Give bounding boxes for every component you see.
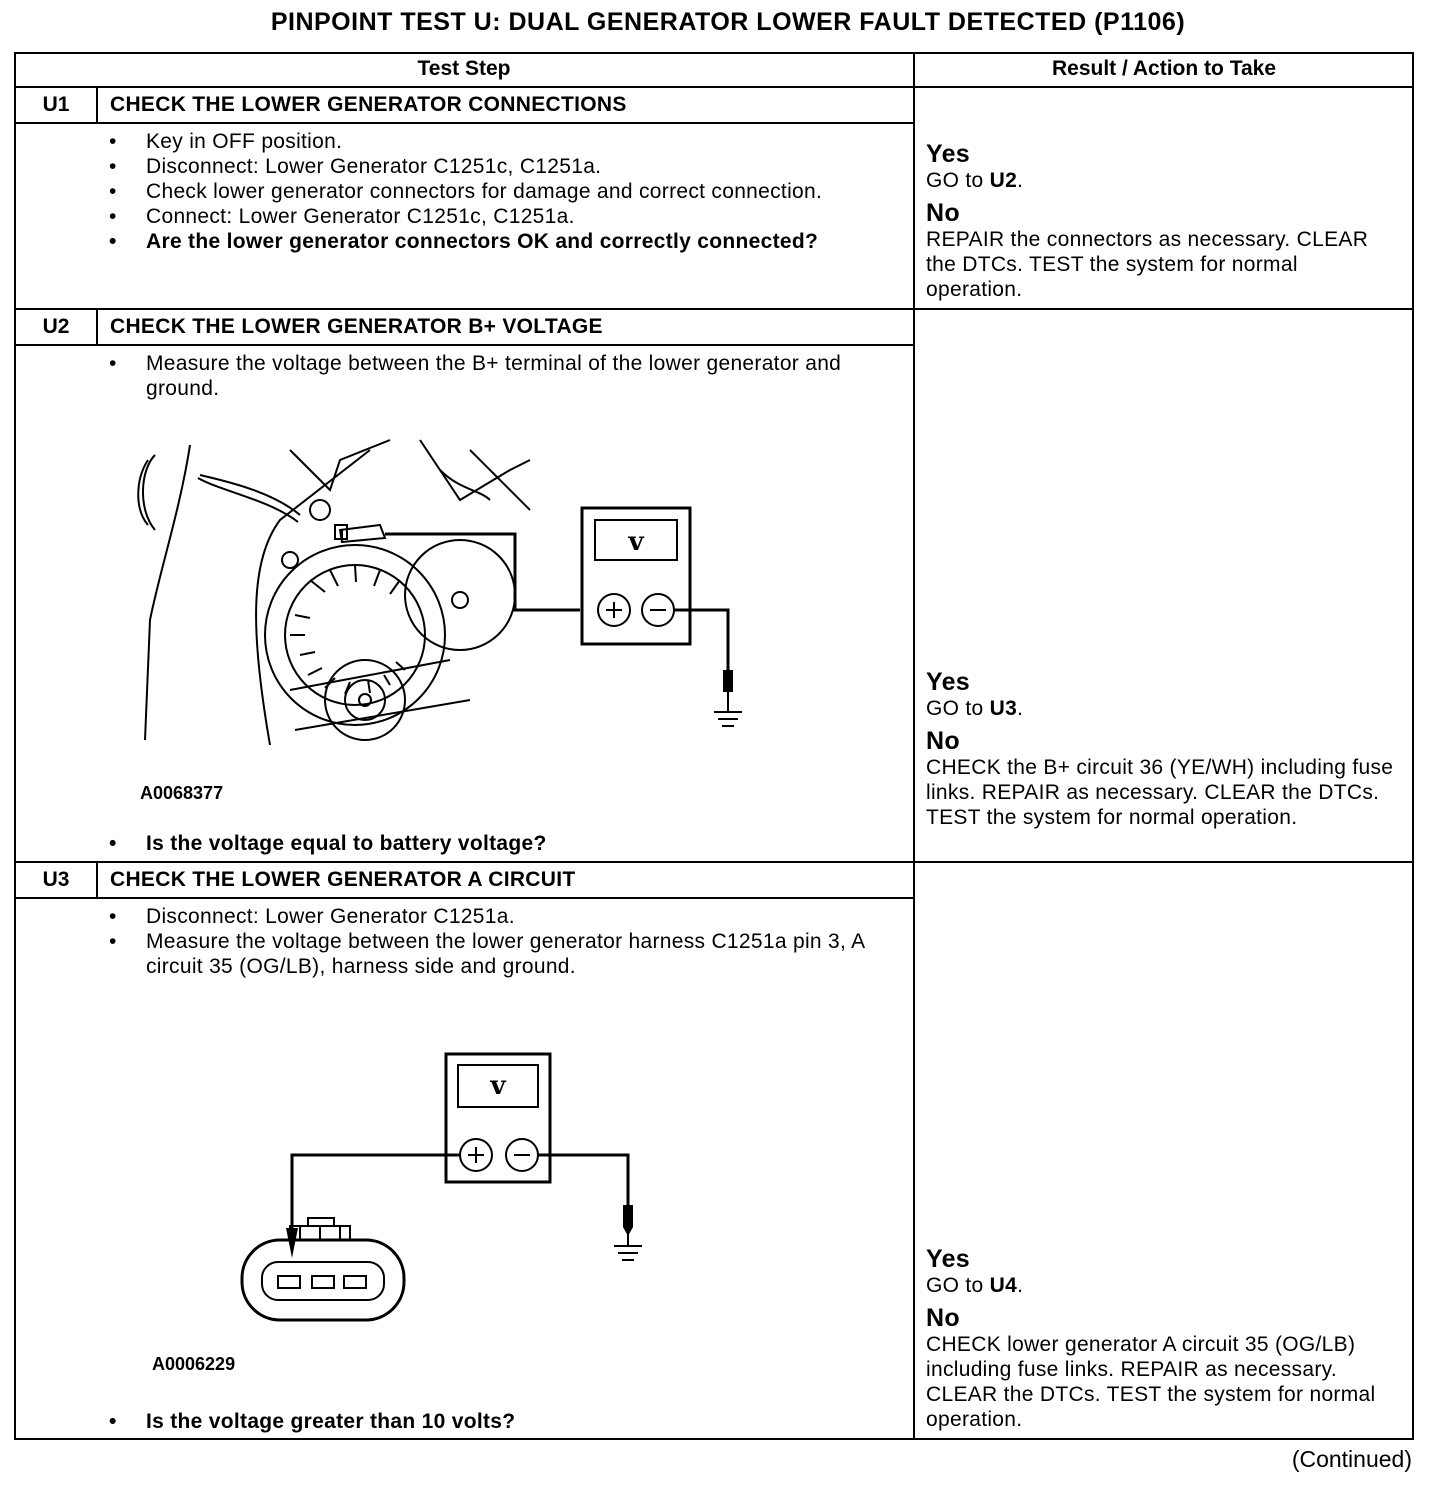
u3-instructions (106, 904, 866, 979)
column-divider (913, 52, 915, 1440)
u1-title-divider (14, 122, 914, 124)
u3-bullet: • Disconnect: Lower Generator C1251a. (106, 904, 866, 929)
u1-yes-label: Yes (926, 140, 971, 168)
u3-question: • Is the voltage greater than 10 volts? (106, 1409, 846, 1434)
u3-no-label: No (926, 1304, 960, 1332)
u3-step-title: CHECK THE LOWER GENERATOR A CIRCUIT (110, 868, 576, 891)
u1-step-title: CHECK THE LOWER GENERATOR CONNECTIONS (110, 93, 627, 116)
u3-bullet: • Measure the voltage between the lower generator harness C1251a pin 3, A circuit 35 (OG/LB), harness side and ground. (106, 929, 866, 979)
u1-bullet: • Connect: Lower Generator C1251c, C1251a. (106, 204, 846, 229)
u1-no-text: REPAIR the connectors as necessary. CLEAR the DTCs. TEST the system for normal operation. (926, 228, 1369, 301)
u2-row-divider (14, 861, 1414, 863)
u1-bullet: • Key in OFF position. (106, 129, 846, 154)
u3-figure-id: A0006229 (152, 1354, 236, 1374)
u1-yes-text: GO to (926, 169, 984, 192)
header-divider (14, 86, 1414, 88)
u1-no-label: No (926, 199, 960, 227)
header-result: Result / Action to Take (1051, 57, 1277, 80)
u3-connector-illustration (230, 1050, 660, 1330)
u2-instructions (106, 351, 846, 401)
u2-question: • Is the voltage equal to battery voltage? (106, 831, 846, 856)
u2-meter-symbol: v (628, 527, 644, 557)
u3-result: Yes GO to U4. No CHECK lower generator A circuit 35 (OG/LB) including fuse links. REPAIR as necessary. CLEAR the DTCs. TEST the system for normal operation. (926, 1245, 1396, 1432)
u2-bullet: • Measure the voltage between the B+ terminal of the lower generator and ground. (106, 351, 846, 401)
u3-yes-text: GO to (926, 1274, 984, 1297)
u3-yes-target: U4 (989, 1274, 1018, 1297)
u1-bullet: • Disconnect: Lower Generator C1251c, C1251a. (106, 154, 846, 179)
u2-no-text: CHECK the B+ circuit 36 (YE/WH) including fuse links. REPAIR as necessary. CLEAR the DTCs. TEST the system for normal operation. (926, 756, 1394, 829)
u2-no-label: No (926, 727, 960, 755)
u2-figure-id: A0068377 (140, 783, 224, 803)
u3-no-text: CHECK lower generator A circuit 35 (OG/LB) including fuse links. REPAIR as necessary. CLEAR the DTCs. TEST the system for normal operation. (926, 1333, 1376, 1431)
u1-id-divider (96, 86, 98, 124)
u1-row-divider (14, 308, 1414, 310)
u1-yes-target: U2 (989, 169, 1018, 192)
u1-bullet: • Check lower generator connectors for damage and correct connection. (106, 179, 846, 204)
u1-instructions (106, 129, 846, 254)
u2-yes-label: Yes (926, 668, 971, 696)
continued-note: (Continued) (1291, 1446, 1412, 1472)
page-title: PINPOINT TEST U: DUAL GENERATOR LOWER FAULT DETECTED (P1106) (270, 8, 1186, 36)
u2-step-id: U2 (42, 315, 70, 338)
u2-id-divider (96, 308, 98, 346)
u2-step-title: CHECK THE LOWER GENERATOR B+ VOLTAGE (110, 315, 603, 338)
u2-title-divider (14, 344, 914, 346)
u2-yes-target: U3 (989, 697, 1018, 720)
header-test-step: Test Step (417, 57, 511, 80)
u3-id-divider (96, 861, 98, 899)
u2-generator-illustration (130, 430, 750, 760)
u2-question-block (106, 831, 846, 856)
u3-title-divider (14, 897, 914, 899)
u1-step-id: U1 (42, 93, 70, 116)
u1-question: • Are the lower generator connectors OK and correctly connected? (106, 229, 846, 254)
u2-result: Yes GO to U3. No CHECK the B+ circuit 36 (YE/WH) including fuse links. REPAIR as necessary. CLEAR the DTCs. TEST the system for normal operation. (926, 668, 1396, 830)
u2-yes-text: GO to (926, 697, 984, 720)
u3-meter-symbol: v (490, 1071, 506, 1101)
u3-question-block (106, 1409, 846, 1434)
u3-yes-label: Yes (926, 1245, 971, 1273)
u1-result: Yes GO to U2. No REPAIR the connectors as necessary. CLEAR the DTCs. TEST the system for normal operation. (926, 140, 1396, 302)
u3-step-id: U3 (42, 868, 70, 891)
